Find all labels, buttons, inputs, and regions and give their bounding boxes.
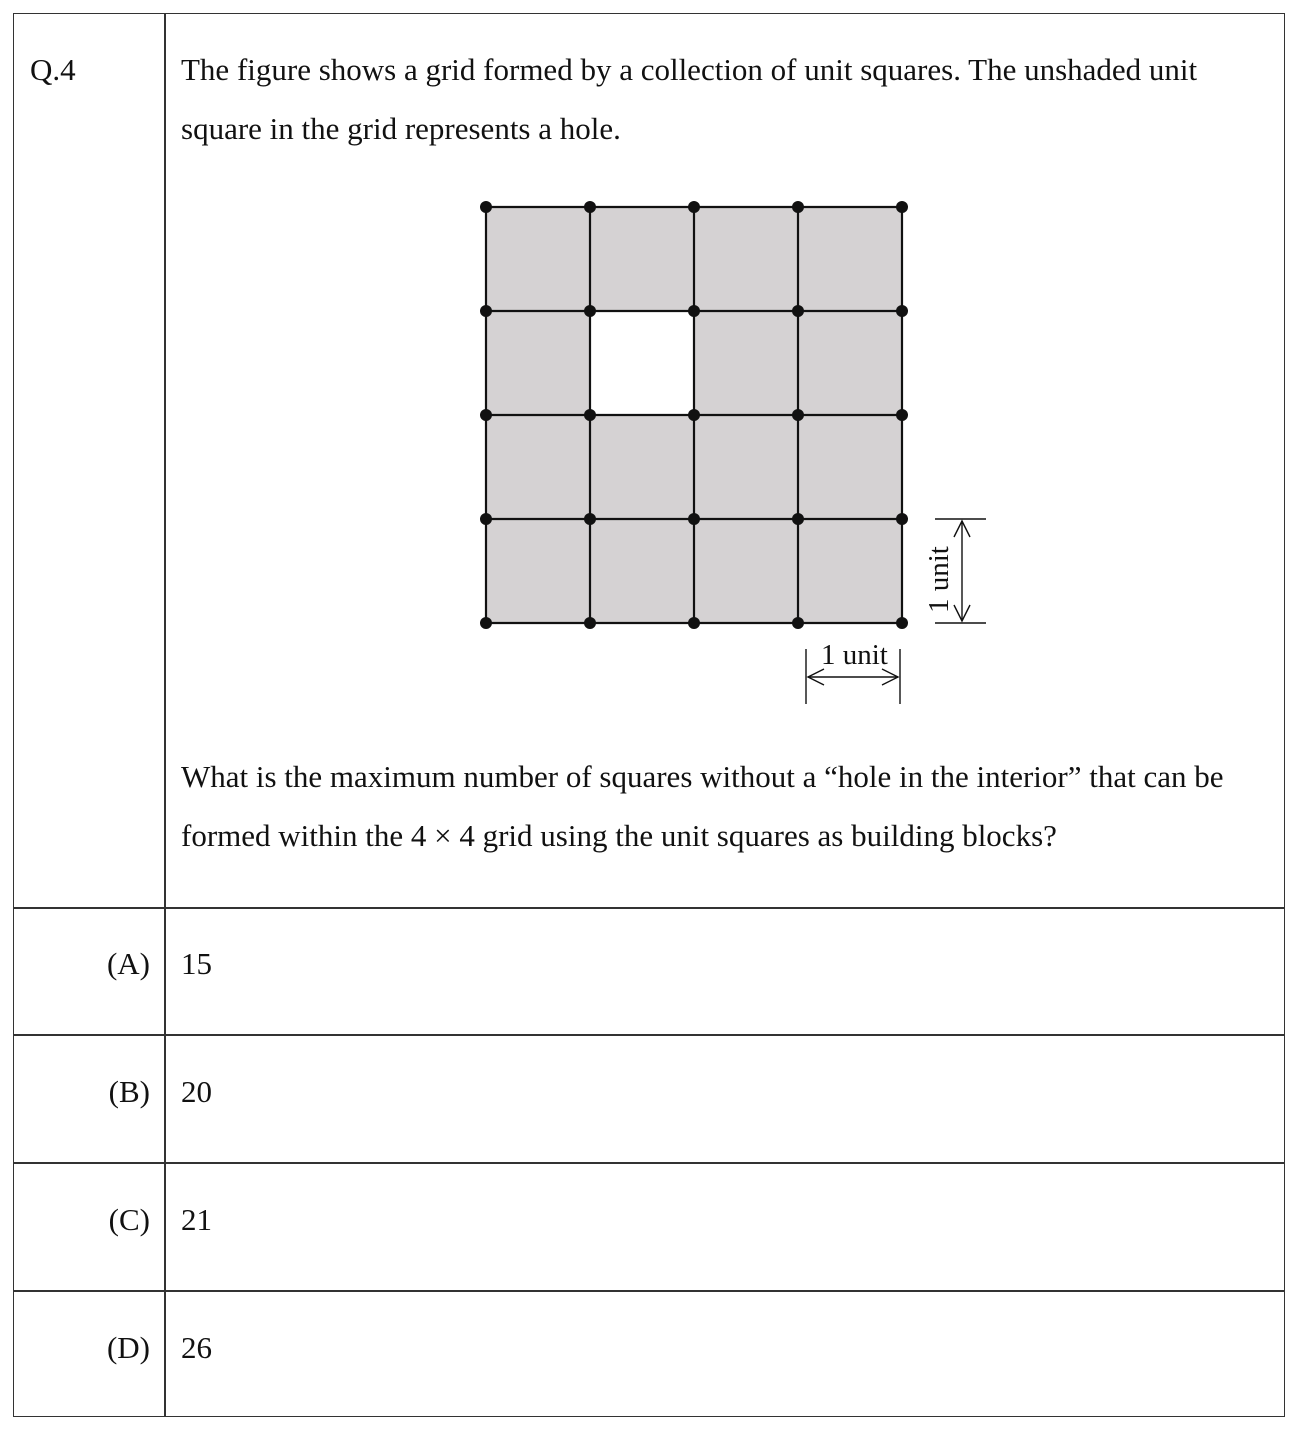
grid-cell-shaded — [486, 207, 590, 311]
vertical-dimension-label: 1 unit — [923, 546, 955, 613]
grid-cell-shaded — [798, 519, 902, 623]
option-a-label[interactable]: (A) — [106, 946, 150, 981]
grid-cell-shaded — [486, 311, 590, 415]
option-b-value[interactable]: 20 — [181, 1074, 212, 1109]
column-divider — [164, 14, 166, 1416]
option-d-value[interactable]: 26 — [181, 1330, 212, 1365]
horizontal-dimension-label: 1 unit — [821, 639, 888, 671]
question-stem-prompt: What is the maximum number of squares without a “hole in the interior” that can be formed within the 4 × 4 grid using the unit squares as building blocks? — [181, 759, 1224, 853]
grid-cell-shaded — [798, 415, 902, 519]
grid-cell-shaded — [590, 519, 694, 623]
row-divider — [14, 1290, 1284, 1292]
option-c-value[interactable]: 21 — [181, 1202, 212, 1237]
grid-cell-shaded — [486, 415, 590, 519]
grid-cell-shaded — [590, 415, 694, 519]
option-c-label[interactable]: (C) — [108, 1202, 150, 1237]
grid-cell-shaded — [486, 519, 590, 623]
grid-figure — [474, 194, 1014, 714]
row-divider — [14, 1162, 1284, 1164]
grid-cell-hole — [590, 311, 694, 415]
row-divider — [14, 1034, 1284, 1036]
grid-cell-shaded — [694, 415, 798, 519]
grid-cell-shaded — [798, 207, 902, 311]
grid-cell-shaded — [798, 311, 902, 415]
question-table — [13, 13, 1285, 1417]
grid-cell-shaded — [694, 207, 798, 311]
grid-cell-shaded — [590, 207, 694, 311]
option-a-value[interactable]: 15 — [181, 946, 212, 981]
question-stem-intro: The figure shows a grid formed by a collection of unit squares. The unshaded unit square in the grid represents a hole. — [181, 52, 1198, 146]
question-number: Q.4 — [30, 52, 76, 87]
grid-cell-shaded — [694, 311, 798, 415]
option-d-label[interactable]: (D) — [106, 1330, 150, 1365]
grid-cell-shaded — [694, 519, 798, 623]
option-b-label[interactable]: (B) — [108, 1074, 150, 1109]
row-divider — [14, 907, 1284, 909]
